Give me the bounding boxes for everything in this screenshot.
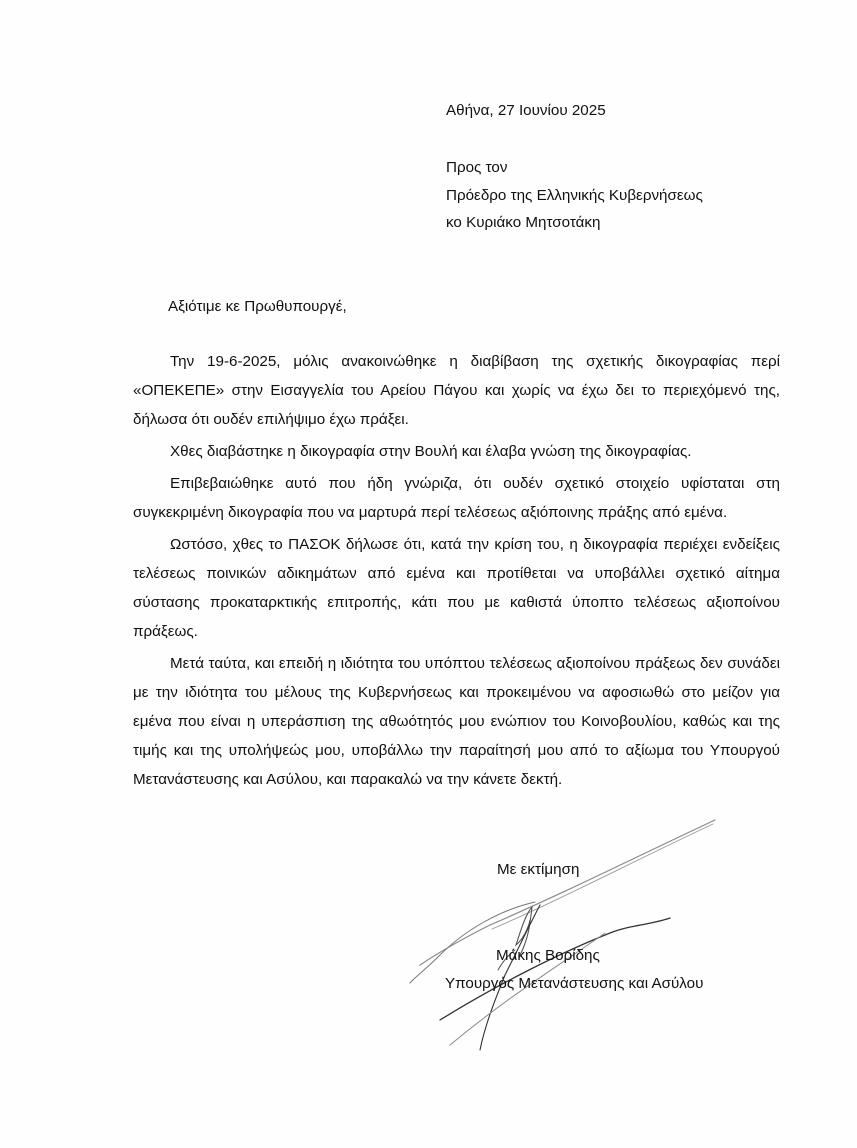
letter-body (133, 347, 780, 794)
signature-icon (380, 815, 740, 1065)
paragraph-2: Χθες διαβάστηκε η δικογραφία στην Βουλή και έλαβα γνώση της δικογραφίας. (170, 443, 692, 460)
recipient-line-3: κο Κυριάκο Μητσοτάκη (446, 214, 601, 231)
salutation: Αξιότιμε κε Πρωθυπουργέ, (168, 298, 347, 315)
place-date: Αθήνα, 27 Ιουνίου 2025 (446, 102, 606, 119)
signer-name: Μάκης Βορίδης (496, 947, 600, 964)
paragraph-3: Επιβεβαιώθηκε αυτό που ήδη γνώριζα, ότι ουδέν σχετικό στοιχείο υφίσταται στη συγκεκριμένη δικογραφία που να μαρτυρά περί τελέσεως αξιόποινης πράξης από εμένα. (133, 475, 780, 521)
paragraph-1: Την 19-6-2025, μόλις ανακοινώθηκε η διαβίβαση της σχετικής δικογραφίας περί «ΟΠΕΚΕΠΕ» στην Εισαγγελία του Αρείου Πάγου και χωρίς να έχω δει το περιεχόμενό της, δήλωσα ότι ουδέν επιλήψιμο έχω πράξει. (133, 353, 780, 428)
recipient-line-1: Προς τον (446, 159, 508, 176)
paragraph-4: Ωστόσο, χθες το ΠΑΣΟΚ δήλωσε ότι, κατά την κρίση του, η δικογραφία περιέχει ενδείξεις τελέσεως ποινικών αδικημάτων από εμένα και προτίθεται να υποβάλλει σχετικό αίτημα σύστασης προκαταρκτικής επιτροπής, κάτι που με καθιστά ύποπτο τελέσεως αξιοποίνου πράξεως. (133, 536, 780, 640)
recipient-line-2: Πρόεδρο της Ελληνικής Κυβερνήσεως (446, 187, 703, 204)
signer-title: Υπουργός Μετανάστευσης και Ασύλου (445, 975, 704, 992)
closing: Με εκτίμηση (497, 861, 580, 878)
paragraph-5: Μετά ταύτα, και επειδή η ιδιότητα του υπόπτου τελέσεως αξιοποίνου πράξεως δεν συνάδει με την ιδιότητα του μέλους της Κυβερνήσεως και προκειμένου να αφοσιωθώ στο μείζον για εμένα που είναι η υπεράσπιση της αθωότητός μου ενώπιον του Κοινοβουλίου, καθώς και της τιμής και της υπολήψεώς μου, υποβάλλω την παραίτησή μου από το αξίωμα του Υπουργού Μετανάστευσης και Ασύλου, και παρακαλώ να την κάνετε δεκτή. (133, 655, 780, 788)
